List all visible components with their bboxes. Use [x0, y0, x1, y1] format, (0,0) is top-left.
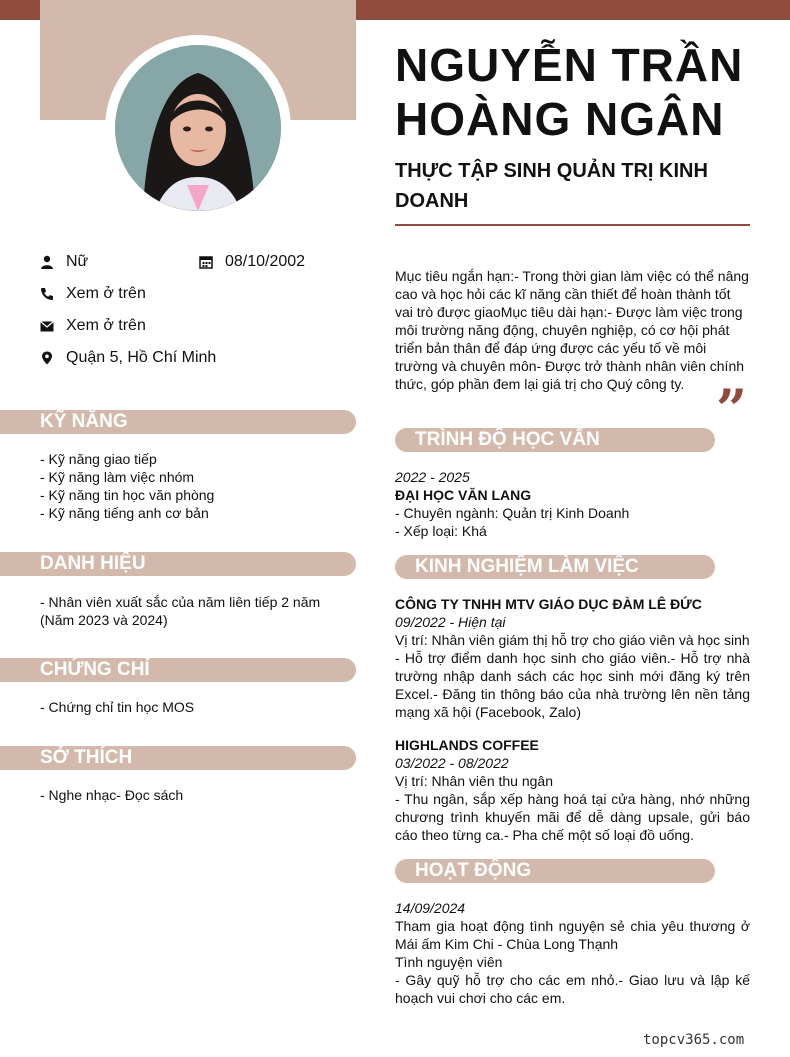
- phone-value: Xem ở trên: [66, 285, 146, 302]
- education-major: - Chuyên ngành: Quản trị Kinh Doanh: [395, 505, 630, 521]
- experience-heading: KINH NGHIỆM LÀM VIỆC: [415, 556, 639, 577]
- skill-item: - Kỹ năng làm việc nhóm: [40, 469, 195, 485]
- education-heading-bar: [395, 428, 715, 452]
- job-position: Vị trí: Nhân viên thu ngân: [395, 773, 553, 789]
- skills-list: [40, 450, 340, 522]
- email-row: [40, 317, 146, 335]
- skill-item: - Kỹ năng tin học văn phòng: [40, 487, 215, 503]
- location-pin-icon: [40, 351, 54, 365]
- education-school: ĐẠI HỌC VĂN LANG: [395, 487, 532, 503]
- activity-entry: [395, 899, 750, 1007]
- job-entry: [395, 595, 750, 721]
- avatar: [115, 45, 281, 211]
- phone-icon: [40, 287, 54, 301]
- activity-date: 14/09/2024: [395, 900, 466, 916]
- hobbies-text: - Nghe nhạc- Đọc sách: [40, 787, 184, 803]
- job-entry: [395, 736, 750, 844]
- quote-mark-icon: ”: [716, 377, 748, 441]
- address-row: [40, 349, 216, 367]
- activities-heading: HOẠT ĐỘNG: [415, 860, 532, 881]
- career-objective: Mục tiêu ngắn hạn:- Trong thời gian làm việc có thể nâng cao và học hỏi các kĩ năng cần thiết để hoàn thành tốt vai trò được giaoMục tiêu dài hạn:- Được làm việc trong môi trường năng động, chuyên nghiệp, có cơ hội phát triển bản thân để đáp ứng được các yếu tố về môi trường và chuyên môn- Được trở thành nhân viên chính thức, góp phần đem lại giá trị cho Quý công ty.: [395, 268, 749, 392]
- job-period: 03/2022 - 08/2022: [395, 755, 509, 771]
- envelope-icon: [40, 319, 54, 333]
- experience-heading-bar: [395, 555, 715, 579]
- candidate-name: NGUYỄN TRẦN HOÀNG NGÂN: [395, 39, 744, 145]
- skill-item: - Kỹ năng giao tiếp: [40, 451, 157, 467]
- dob-value: 08/10/2002: [225, 253, 306, 270]
- certificates-heading: CHỨNG CHỈ: [40, 659, 150, 680]
- gender-value: Nữ: [66, 253, 89, 270]
- job-company: CÔNG TY TNHH MTV GIÁO DỤC ĐÀM LÊ ĐỨC: [395, 596, 702, 612]
- footer-watermark: topcv365.com: [643, 1032, 745, 1048]
- job-title: THỰC TẬP SINH QUẢN TRỊ KINH DOANH: [395, 160, 708, 212]
- activity-role: Tình nguyện viên: [395, 954, 503, 970]
- hobbies-heading: SỞ THÍCH: [40, 747, 133, 768]
- skills-heading-bar: [0, 410, 356, 434]
- awards-heading-bar: [0, 552, 356, 576]
- certificates-text: - Chứng chỉ tin học MOS: [40, 699, 195, 715]
- job-period: 09/2022 - Hiện tại: [395, 614, 506, 630]
- skills-heading: KỸ NĂNG: [40, 411, 128, 432]
- hobbies-heading-bar: [0, 746, 356, 770]
- gender-row: [40, 253, 88, 271]
- address-value: Quận 5, Hồ Chí Minh: [66, 349, 217, 366]
- education-heading: TRÌNH ĐỘ HỌC VẤN: [415, 429, 600, 450]
- certificates-heading-bar: [0, 658, 356, 682]
- activities-heading-bar: [395, 859, 715, 883]
- education-entry: [395, 468, 750, 540]
- education-period: 2022 - 2025: [395, 469, 470, 485]
- skill-item: - Kỹ năng tiếng anh cơ bản: [40, 505, 209, 521]
- person-icon: [40, 255, 54, 269]
- calendar-icon: [199, 255, 213, 269]
- awards-text: - Nhân viên xuất sắc của năm liên tiếp 2 năm (Năm 2023 và 2024): [40, 594, 321, 628]
- job-company: HIGHLANDS COFFEE: [395, 737, 539, 753]
- phone-row: [40, 285, 146, 303]
- job-description: - Thu ngân, sắp xếp hàng hoá tại cửa hàng, nhớ những chương trình khuyến mãi để dễ dàng upsale, gửi báo cáo theo từng ca.- Pha chế một số loại đồ uống.: [395, 791, 750, 843]
- title-divider: [395, 224, 750, 226]
- awards-heading: DANH HIỆU: [40, 553, 146, 574]
- activity-description: - Gây quỹ hỗ trợ cho các em nhỏ.- Giao lưu và lập kế hoạch vui chơi cho các em.: [395, 972, 750, 1006]
- education-grade: - Xếp loại: Khá: [395, 523, 487, 539]
- job-description: - Hỗ trợ điểm danh học sinh cho giáo viên.- Hỗ trợ nhà trường nhập danh sách các học sinh mới đăng ký trên Excel.- Đăng tin thông báo của nhà trường lên nền tảng mạng xã hội (Facebook, Zalo): [395, 650, 750, 720]
- activity-event: Tham gia hoạt động tình nguyện sẻ chia yêu thương ở Mái ấm Kim Chi - Chùa Long Thạnh: [395, 918, 750, 952]
- job-position: Vị trí: Nhân viên giám thị hỗ trợ cho giáo viên và học sinh: [395, 632, 750, 648]
- dob-row: [199, 253, 305, 271]
- email-value: Xem ở trên: [66, 317, 146, 334]
